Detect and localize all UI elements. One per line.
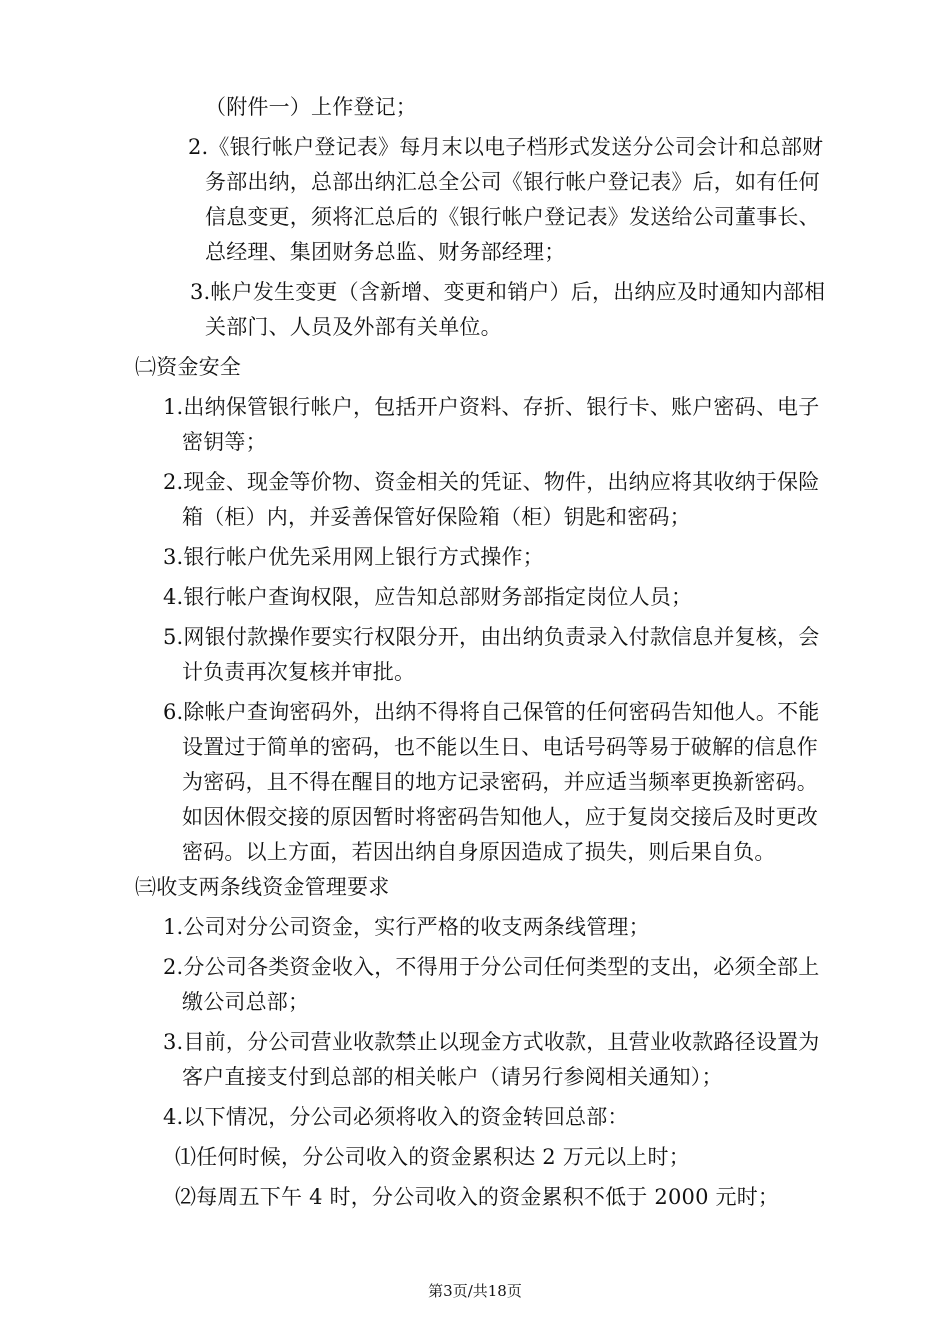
text-line: 3.银行帐户优先采用网上银行方式操作； [163, 545, 544, 569]
text-line: 4.银行帐户查询权限，应告知总部财务部指定岗位人员； [163, 585, 693, 609]
text-line: 信息变更，须将汇总后的《银行帐户登记表》发送给公司董事长、 [205, 205, 820, 229]
section-heading: ㈢收支两条线资金管理要求 [135, 875, 390, 899]
text-line: （附件一）上作登记； [205, 95, 417, 119]
text-line: ⑴任何时候，分公司收入的资金累积达 2 万元以上时； [175, 1145, 690, 1169]
text-line: 密钥等； [182, 430, 267, 454]
text-line: 6.除帐户查询密码外，出纳不得将自己保管的任何密码告知他人。不能 [163, 700, 820, 724]
text-line: 如因休假交接的原因暂时将密码告知他人，应于复岗交接后及时更改 [182, 805, 818, 829]
text-line: 2.现金、现金等价物、资金相关的凭证、物件，出纳应将其收纳于保险 [163, 470, 820, 494]
text-line: 关部门、人员及外部有关单位。 [205, 315, 502, 339]
text-line: 缴公司总部； [182, 990, 310, 1014]
text-line: 箱（柜）内，并妥善保管好保险箱（柜）钥匙和密码； [182, 505, 691, 529]
text-line: 3.帐户发生变更（含新增、变更和销户）后，出纳应及时通知内部相 [190, 280, 826, 304]
text-line: 计负责再次复核并审批。 [182, 660, 416, 684]
section-heading: ㈡资金安全 [135, 355, 241, 379]
text-line: 4.以下情况，分公司必须将收入的资金转回总部： [163, 1105, 629, 1129]
text-line: 2.分公司各类资金收入，不得用于分公司任何类型的支出，必须全部上 [163, 955, 820, 979]
text-line: 密码。以上方面，若因出纳自身原因造成了损失，则后果自负。 [182, 840, 776, 864]
text-line: 2.《银行帐户登记表》每月末以电子档形式发送分公司会计和总部财 [188, 135, 824, 159]
text-line: 客户直接支付到总部的相关帐户（请另行参阅相关通知）； [182, 1065, 723, 1089]
text-line: 为密码，且不得在醒目的地方记录密码，并应适当频率更换新密码。 [182, 770, 818, 794]
text-line: 5.网银付款操作要实行权限分开，由出纳负责录入付款信息并复核，会 [163, 625, 820, 649]
text-line: 总经理、集团财务总监、财务部经理； [205, 240, 566, 264]
text-line: 务部出纳，总部出纳汇总全公司《银行帐户登记表》后，如有任何 [205, 170, 820, 194]
text-line: 1.公司对分公司资金，实行严格的收支两条线管理； [163, 915, 650, 939]
page-footer: 第3页/共18页 [428, 1282, 522, 1300]
text-line: 设置过于简单的密码，也不能以生日、电话号码等易于破解的信息作 [182, 735, 818, 759]
text-line: 1.出纳保管银行帐户，包括开户资料、存折、银行卡、账户密码、电子 [163, 395, 820, 419]
text-line: 3.目前，分公司营业收款禁止以现金方式收款，且营业收款路径设置为 [163, 1030, 820, 1054]
text-line: ⑵每周五下午 4 时，分公司收入的资金累积不低于 2000 元时； [175, 1185, 780, 1209]
